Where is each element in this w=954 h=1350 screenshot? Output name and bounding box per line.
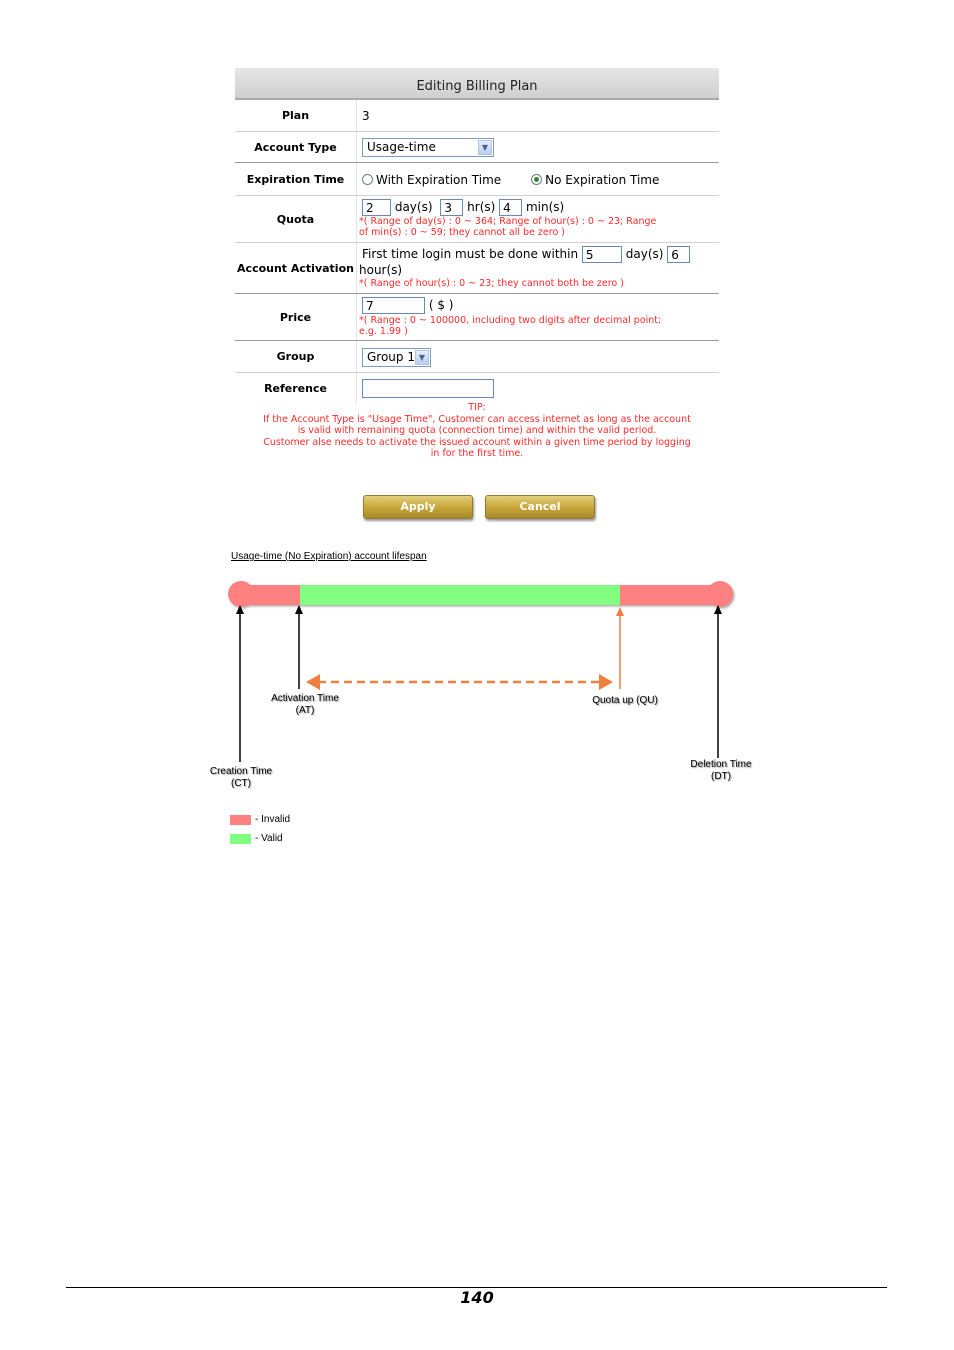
deletion-time-text: Deletion Time	[690, 759, 752, 770]
quota-up-label: Quota up (QU)	[592, 695, 658, 706]
diagram-title: Usage-time (No Expiration) account lifespan	[231, 551, 427, 562]
activation-arrowhead	[295, 605, 303, 614]
plan-label: Plan	[235, 100, 357, 131]
reference-label: Reference	[235, 373, 357, 403]
group-selected: Group 1	[367, 349, 415, 364]
price-hint-2: e.g. 1.99 )	[359, 326, 408, 337]
creation-time-label	[191, 766, 291, 790]
quota-arrowhead	[616, 607, 624, 616]
expiration-label: Expiration Time	[235, 163, 357, 195]
price-label: Price	[235, 294, 357, 340]
invalid-segment-end	[620, 585, 720, 605]
apply-button[interactable]: Apply	[363, 495, 473, 519]
legend-invalid-swatch	[230, 815, 251, 825]
price-unit: ( $ )	[428, 298, 454, 312]
activation-time-label	[255, 693, 355, 717]
activation-label: Account Activation	[235, 243, 357, 293]
account-type-selected: Usage-time	[367, 140, 436, 154]
activation-days-input[interactable]: 5	[582, 246, 622, 263]
activation-time-text: Activation Time	[271, 693, 339, 704]
quota-mins-input[interactable]: 4	[499, 199, 522, 216]
legend-valid-swatch	[230, 834, 251, 844]
chevron-down-icon: ▼	[478, 140, 492, 155]
activation-days-unit: day(s)	[625, 247, 664, 261]
group-label: Group	[235, 341, 357, 372]
quota-hint-1: *( Range of day(s) : 0 ~ 364; Range of hour(s) : 0 ~ 23; Range	[359, 216, 657, 227]
cancel-button[interactable]: Cancel	[485, 495, 595, 519]
mins-unit: min(s)	[525, 200, 565, 214]
valid-period-arrowhead-right	[599, 674, 613, 690]
activation-hours-input[interactable]: 6	[667, 246, 690, 263]
plan-value: 3	[362, 109, 370, 123]
quota-days-input[interactable]: 2	[362, 199, 391, 216]
account-type-label: Account Type	[235, 132, 357, 162]
chevron-down-icon: ▼	[415, 350, 429, 365]
days-unit: day(s)	[394, 200, 433, 214]
price-input[interactable]: 7	[362, 297, 425, 314]
price-hint-1: *( Range : 0 ~ 100000, including two digits after decimal point;	[359, 315, 662, 326]
hours-unit: hr(s)	[467, 200, 496, 214]
creation-time-abbr: (CT)	[231, 778, 251, 789]
page-number: 140	[460, 1288, 494, 1307]
deletion-time-abbr: (DT)	[711, 771, 731, 782]
quota-hint-2: of min(s) : 0 ~ 59; they cannot all be zero )	[359, 227, 566, 238]
tip-line: in for the first time.	[430, 448, 524, 459]
valid-period-arrowhead-left	[306, 674, 320, 690]
legend-invalid-text: - Invalid	[255, 814, 291, 825]
quota-label: Quota	[235, 196, 357, 242]
tip-line: Customer alse needs to activate the issued account within a given time period by logging	[263, 436, 691, 448]
creation-time-text: Creation Time	[209, 766, 273, 777]
no-expiration-text: No Expiration Time	[545, 172, 660, 187]
deletion-time-label	[671, 759, 771, 783]
tip-line: is valid with remaining quota (connection time) and within the valid period.	[297, 425, 657, 436]
tip-line: If the Account Type is "Usage Time", Customer can access internet as long as the account	[263, 413, 691, 425]
with-expiration-text: With Expiration Time	[376, 172, 502, 187]
form-title: Editing Billing Plan	[235, 68, 719, 100]
activation-prefix: First time login must be done within	[362, 247, 579, 261]
activation-hours-unit: hour(s)	[359, 263, 403, 277]
activation-time-abbr: (AT)	[295, 705, 315, 716]
quota-hours-input[interactable]: 3	[440, 199, 463, 216]
invalid-segment-start	[241, 585, 300, 605]
tip-line: TIP:	[468, 402, 486, 413]
valid-segment	[300, 585, 620, 605]
legend-valid-text: - Valid	[255, 833, 283, 844]
activation-hint: *( Range of hour(s) : 0 ~ 23; they cannot both be zero )	[359, 278, 624, 289]
